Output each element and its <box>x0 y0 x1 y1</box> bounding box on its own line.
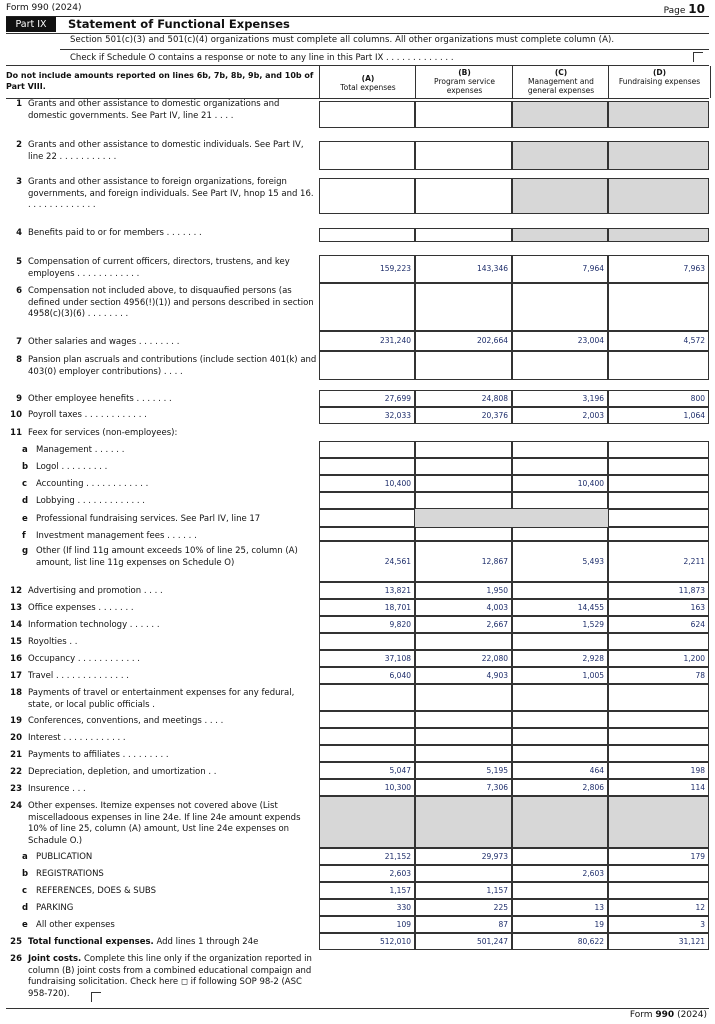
amount-cell-b[interactable] <box>415 178 512 214</box>
amount-cell-d[interactable]: 800 <box>608 390 709 407</box>
amount-cell-d[interactable] <box>608 728 709 745</box>
line-number: 25 <box>10 937 22 947</box>
line-description <box>28 355 318 378</box>
line-description-text: Other expenses. Itemize expenses not covered above (List miscelladoous expenses in line 24e. If line 24e amount expends 10% of line 25, column (A) amount, Ust line 24e expenses on Schadule O.) <box>28 801 301 846</box>
amount-cell-a[interactable] <box>319 796 415 848</box>
amount-cell-d[interactable]: 624 <box>608 616 709 633</box>
amount-cell-d[interactable] <box>608 178 709 214</box>
amount-cell-a[interactable]: 10,300 <box>319 779 415 796</box>
amount-cell-d[interactable] <box>608 527 709 541</box>
line-description-text: Poyroll taxes . . . . . . . . . . . . <box>28 410 147 420</box>
amount-cell-a[interactable] <box>319 711 415 728</box>
amount-cell-b[interactable] <box>415 441 512 458</box>
amount-cell-c[interactable] <box>512 101 608 128</box>
amount-cell-b[interactable]: 2,667 <box>415 616 512 633</box>
amount-cell-d[interactable] <box>608 745 709 762</box>
amount-cell-c[interactable] <box>512 492 608 509</box>
amount-cell-c[interactable]: 2,003 <box>512 407 608 424</box>
line-number: 1 <box>16 99 22 109</box>
amount-cell-d[interactable]: 78 <box>608 667 709 684</box>
line-description-text: Professional fundraising services. See Parl IV, line 17 <box>36 514 261 524</box>
line-number: 18 <box>10 688 22 698</box>
amount-cell-d[interactable] <box>608 633 709 650</box>
line-number: b <box>22 869 29 879</box>
amount-cell-a[interactable] <box>319 178 415 214</box>
column-header-d: (D) Fundraising expenses <box>608 66 711 98</box>
line-number: 24 <box>10 801 22 811</box>
amount-cell-d[interactable]: 114 <box>608 779 709 796</box>
amount-cell-d[interactable]: 179 <box>608 848 709 865</box>
line-description <box>28 394 318 406</box>
line-description-text: Grants and other assistance to foreign organizations, foreign governments, and foreign individuals. See Part IV, hnop 15 and 16. . . . . . . . . . . . . . <box>28 177 314 210</box>
line-description-text: PARKING <box>36 903 74 913</box>
line-description <box>36 869 318 881</box>
line-number: 5 <box>16 257 22 267</box>
line-number: 10 <box>10 410 22 420</box>
amount-cell-d[interactable] <box>608 101 709 128</box>
amount-cell-a[interactable]: 109 <box>319 916 415 933</box>
line-description-text: Benefits paid to or for members . . . . . . . <box>28 228 202 238</box>
amount-cell-b[interactable]: 4,003 <box>415 599 512 616</box>
line-number: d <box>22 903 29 913</box>
line-number: 23 <box>10 784 22 794</box>
column-header-b: (B) Program service expenses <box>415 66 513 98</box>
amount-cell-c[interactable] <box>512 848 608 865</box>
line-description-text: Occupancy . . . . . . . . . . . . <box>28 654 140 664</box>
amount-cell-d[interactable]: 1,064 <box>608 407 709 424</box>
amount-cell-a[interactable] <box>319 745 415 762</box>
amount-cell-c[interactable]: 14,455 <box>512 599 608 616</box>
line-description <box>28 801 318 847</box>
amount-cell-b[interactable] <box>415 141 512 170</box>
amount-cell-b[interactable]: 4,903 <box>415 667 512 684</box>
amount-cell-a[interactable] <box>319 101 415 128</box>
amount-cell-a[interactable] <box>319 228 415 242</box>
line-description-text: Grants and other assistance to domestic individuals. See Part IV, line 22 . . . . . . . . . . . <box>28 140 304 162</box>
amount-cell-a[interactable] <box>319 141 415 170</box>
amount-cell-a[interactable]: 32,033 <box>319 407 415 424</box>
line-number: 13 <box>10 603 22 613</box>
line-description <box>28 654 318 666</box>
amount-cell-b[interactable]: 5,195 <box>415 762 512 779</box>
amount-cell-c[interactable]: 464 <box>512 762 608 779</box>
line-number: g <box>22 546 29 556</box>
column-header-note: Do not include amounts reported on lines 6b, 7b, 8b, 9b, and 10b of Part VIII. <box>6 71 314 91</box>
schedule-o-checkbox[interactable] <box>693 52 703 62</box>
line-number: 14 <box>10 620 22 630</box>
line-number: 8 <box>16 355 22 365</box>
line-number: 22 <box>10 767 22 777</box>
amount-cell-c[interactable] <box>512 441 608 458</box>
line-description-text: Office expenses . . . . . . . <box>28 603 134 613</box>
amount-cell-a[interactable]: 21,152 <box>319 848 415 865</box>
line-description <box>28 257 318 280</box>
amount-cell-a[interactable]: 24,561 <box>319 541 415 582</box>
amount-cell-c[interactable] <box>512 745 608 762</box>
amount-cell-d[interactable]: 11,873 <box>608 582 709 599</box>
line-description-text: Advertising and promotion . . . . <box>28 586 163 596</box>
amount-cell-b[interactable]: 20,376 <box>415 407 512 424</box>
amount-cell-c[interactable]: 1,529 <box>512 616 608 633</box>
line-number: e <box>22 514 28 524</box>
amount-cell-c[interactable]: 2,603 <box>512 865 608 882</box>
amount-cell-b[interactable]: 501,247 <box>415 933 512 950</box>
line-number: a <box>22 445 28 455</box>
line-description-text: Conferences, conventions, and meetings . . . . <box>28 716 224 726</box>
line-number: 16 <box>10 654 22 664</box>
line-description <box>36 479 318 491</box>
line-description-text: Payments of travel or entertainment expenses for any fedural, state, or local public officials . <box>28 688 295 710</box>
amount-cell-c[interactable]: 2,928 <box>512 650 608 667</box>
line-description <box>28 733 318 745</box>
amount-cell-b[interactable] <box>415 509 512 527</box>
amount-cell-c[interactable] <box>512 458 608 475</box>
line-description <box>36 496 318 508</box>
amount-cell-a[interactable] <box>319 684 415 711</box>
line-number: b <box>22 462 29 472</box>
line-description-text: Compensation not included above, to disquaufied persons (as defined under section 4956(!)(1)) and persons described in section 4958(c)(3)(6) . . . . . . . . <box>28 286 314 319</box>
line-description-text: Logol . . . . . . . . . <box>36 462 108 472</box>
line-description <box>28 671 318 683</box>
form-label: Form 990 (2024) <box>6 3 82 13</box>
amount-cell-d[interactable] <box>608 283 709 331</box>
line-description-text: Royolties . . <box>28 637 78 647</box>
amount-cell-b[interactable] <box>415 711 512 728</box>
amount-cell-c[interactable]: 5,493 <box>512 541 608 582</box>
amount-cell-b[interactable]: 225 <box>415 899 512 916</box>
line-number: 4 <box>16 228 22 238</box>
amount-cell-d[interactable]: 3 <box>608 916 709 933</box>
line-description <box>28 637 318 649</box>
amount-cell-c[interactable]: 2,806 <box>512 779 608 796</box>
amount-cell-b[interactable]: 87 <box>415 916 512 933</box>
line-description <box>28 410 318 422</box>
amount-cell-b[interactable] <box>415 475 512 492</box>
amount-cell-d[interactable]: 1,200 <box>608 650 709 667</box>
line-description <box>36 531 318 543</box>
line-description <box>28 937 318 949</box>
amount-cell-b[interactable] <box>415 458 512 475</box>
amount-cell-d[interactable] <box>608 458 709 475</box>
line-description <box>28 620 318 632</box>
amount-cell-c[interactable]: 80,622 <box>512 933 608 950</box>
line-description <box>36 546 318 569</box>
line-description-text: Add lines 1 through 24e <box>156 937 259 947</box>
line-description-text: Payments to affiliates . . . . . . . . . <box>28 750 169 760</box>
amount-cell-a[interactable]: 13,821 <box>319 582 415 599</box>
amount-cell-b[interactable]: 29,973 <box>415 848 512 865</box>
line-number: 17 <box>10 671 22 681</box>
line-number: c <box>22 479 28 489</box>
amount-cell-b[interactable]: 1,157 <box>415 882 512 899</box>
column-header-a: (A) Total expenses <box>319 66 416 98</box>
amount-cell-a[interactable] <box>319 492 415 509</box>
amount-cell-c[interactable] <box>512 882 608 899</box>
amount-cell-d[interactable] <box>608 509 709 527</box>
line-number: 11 <box>10 428 22 438</box>
line-description-text: Information technology . . . . . . <box>28 620 160 630</box>
line-description <box>28 286 318 321</box>
amount-cell-a[interactable] <box>319 633 415 650</box>
line-description-text: Depreciation, depletion, and umortization . . <box>28 767 217 777</box>
line-description <box>28 954 318 1000</box>
amount-cell-d[interactable] <box>608 492 709 509</box>
line-description <box>28 603 318 615</box>
amount-cell-c[interactable] <box>512 178 608 214</box>
line-description <box>36 903 318 915</box>
line-description <box>36 514 318 526</box>
amount-cell-d[interactable] <box>608 351 709 380</box>
amount-cell-d[interactable]: 4,572 <box>608 331 709 351</box>
amount-cell-b[interactable] <box>415 101 512 128</box>
divider <box>60 49 709 50</box>
amount-cell-c[interactable] <box>512 351 608 380</box>
line-number: 21 <box>10 750 22 760</box>
amount-cell-d[interactable] <box>608 141 709 170</box>
amount-cell-c[interactable] <box>512 283 608 331</box>
amount-cell-b[interactable]: 1,950 <box>415 582 512 599</box>
line-description-text: Other salaries and wages . . . . . . . . <box>28 337 180 347</box>
line-description-text: Interest . . . . . . . . . . . . <box>28 733 126 743</box>
line-description-text: Investment management fees . . . . . . <box>36 531 197 541</box>
amount-cell-a[interactable]: 37,108 <box>319 650 415 667</box>
amount-cell-b[interactable]: 22,080 <box>415 650 512 667</box>
amount-cell-a[interactable]: 1,157 <box>319 882 415 899</box>
amount-cell-b[interactable] <box>415 728 512 745</box>
amount-cell-b[interactable] <box>415 283 512 331</box>
line-description <box>36 852 318 864</box>
amount-cell-b[interactable] <box>415 527 512 541</box>
amount-cell-d[interactable] <box>608 882 709 899</box>
part-heading <box>6 16 709 33</box>
amount-cell-a[interactable]: 330 <box>319 899 415 916</box>
amount-cell-d[interactable] <box>608 865 709 882</box>
amount-cell-d[interactable] <box>608 228 709 242</box>
line-description <box>28 337 318 349</box>
line-number: 9 <box>16 394 22 404</box>
amount-cell-d[interactable] <box>608 475 709 492</box>
schedule-o-check-line: Check if Schedule O contains a response or note to any line in this Part IX . . . . . . . . . . . . . <box>70 53 454 63</box>
amount-cell-c[interactable] <box>512 141 608 170</box>
line-description <box>28 228 318 240</box>
line-description <box>36 886 318 898</box>
amount-cell-c[interactable] <box>512 711 608 728</box>
line-description <box>28 428 318 440</box>
line-description <box>28 688 318 711</box>
amount-cell-c[interactable]: 19 <box>512 916 608 933</box>
sop-98-2-checkbox[interactable] <box>91 992 101 1002</box>
line-description-text: Other employee henefits . . . . . . . <box>28 394 172 404</box>
line-number: 19 <box>10 716 22 726</box>
amount-cell-d[interactable]: 2,211 <box>608 541 709 582</box>
line-description <box>28 716 318 728</box>
page-footer: Form 990 (2024) <box>629 1010 707 1020</box>
amount-cell-a[interactable]: 9,820 <box>319 616 415 633</box>
instruction-text: Section 501(c)(3) and 501(c)(4) organizations must complete all columns. All other organizations must complete column (A). <box>70 35 615 45</box>
line-number: d <box>22 496 29 506</box>
line-description-text: All other expenses <box>36 920 115 930</box>
line-description <box>36 920 318 932</box>
amount-cell-b[interactable]: 12,867 <box>415 541 512 582</box>
line-description <box>36 445 318 457</box>
amount-cell-d[interactable] <box>608 684 709 711</box>
line-description <box>28 767 318 779</box>
line-number: 6 <box>16 286 22 296</box>
amount-cell-a[interactable] <box>319 527 415 541</box>
amount-cell-c[interactable] <box>512 527 608 541</box>
line-number: 12 <box>10 586 22 596</box>
amount-cell-a[interactable] <box>319 441 415 458</box>
divider <box>6 33 709 34</box>
amount-cell-b[interactable] <box>415 684 512 711</box>
amount-cell-d[interactable] <box>608 796 709 848</box>
amount-cell-d[interactable]: 12 <box>608 899 709 916</box>
line-number: 3 <box>16 177 22 187</box>
amount-cell-c[interactable] <box>512 633 608 650</box>
line-number: 7 <box>16 337 22 347</box>
line-number: f <box>22 531 26 541</box>
amount-cell-b[interactable]: 143,346 <box>415 255 512 283</box>
amount-cell-c[interactable] <box>512 228 608 242</box>
amount-cell-a[interactable]: 512,010 <box>319 933 415 950</box>
amount-cell-b[interactable]: 24,808 <box>415 390 512 407</box>
amount-cell-b[interactable] <box>415 228 512 242</box>
amount-cell-b[interactable] <box>415 492 512 509</box>
line-description-text: PUBLICATION <box>36 852 93 862</box>
amount-cell-c[interactable]: 1,005 <box>512 667 608 684</box>
line-description <box>28 750 318 762</box>
amount-cell-d[interactable]: 163 <box>608 599 709 616</box>
part-title: Statement of Functional Expenses <box>68 17 290 31</box>
line-description <box>28 177 318 212</box>
line-number: 15 <box>10 637 22 647</box>
line-description <box>36 462 318 474</box>
line-description-bold: Total functional expenses. <box>28 937 154 947</box>
amount-cell-a[interactable]: 5,047 <box>319 762 415 779</box>
line-description <box>28 140 318 163</box>
line-description-text: Insurence . . . <box>28 784 86 794</box>
line-description-text: Complete this line only if the organization reported in column (B) joint costs from a combined educational compaign and fundraising solicitation. Check here ◻ if following SOP 98-2 (ASC 958-720). <box>28 954 312 999</box>
line-description-text: Feex for services (non-employees): <box>28 428 178 438</box>
line-description-text: REGISTRATIONS <box>36 869 104 879</box>
amount-cell-c[interactable] <box>512 728 608 745</box>
amount-cell-a[interactable] <box>319 728 415 745</box>
amount-cell-b[interactable] <box>415 633 512 650</box>
amount-cell-a[interactable]: 2,603 <box>319 865 415 882</box>
line-description-bold: Joint costs. <box>28 954 82 964</box>
part-label: Part IX <box>6 17 56 32</box>
amount-cell-d[interactable]: 31,121 <box>608 933 709 950</box>
amount-cell-c[interactable]: 23,004 <box>512 331 608 351</box>
amount-cell-c[interactable]: 7,964 <box>512 255 608 283</box>
amount-cell-a[interactable]: 10,400 <box>319 475 415 492</box>
line-number: a <box>22 852 28 862</box>
amount-cell-c[interactable]: 3,196 <box>512 390 608 407</box>
line-description-text: Grants and other assistance to domestic organizations and domestic governments. See Part IV, line 21 . . . . <box>28 99 280 121</box>
amount-cell-d[interactable]: 7,963 <box>608 255 709 283</box>
amount-cell-a[interactable]: 6,040 <box>319 667 415 684</box>
line-description-text: REFERENCES, DOES & SUBS <box>36 886 157 896</box>
line-number: e <box>22 920 28 930</box>
page-number-label: Page 10 <box>663 2 705 16</box>
amount-cell-d[interactable] <box>608 441 709 458</box>
amount-cell-c[interactable] <box>512 684 608 711</box>
amount-cell-d[interactable] <box>608 711 709 728</box>
page-header <box>6 2 709 17</box>
amount-cell-a[interactable]: 159,223 <box>319 255 415 283</box>
line-description-text: Accounting . . . . . . . . . . . . <box>36 479 149 489</box>
divider <box>6 1008 709 1009</box>
column-header-c: (C) Management and general expenses <box>512 66 609 98</box>
line-description <box>28 784 318 796</box>
amount-cell-d[interactable]: 198 <box>608 762 709 779</box>
line-number: 2 <box>16 140 22 150</box>
amount-cell-a[interactable] <box>319 283 415 331</box>
amount-cell-c[interactable] <box>512 509 608 527</box>
line-description-text: Compensation of current officers, directors, trustens, and key employens . . . . . . . . . . . . <box>28 257 290 279</box>
amount-cell-a[interactable] <box>319 509 415 527</box>
amount-cell-c[interactable] <box>512 582 608 599</box>
amount-cell-a[interactable]: 27,699 <box>319 390 415 407</box>
line-description <box>28 586 318 598</box>
amount-cell-b[interactable] <box>415 351 512 380</box>
amount-cell-b[interactable] <box>415 745 512 762</box>
amount-cell-b[interactable] <box>415 865 512 882</box>
line-description-text: Travel . . . . . . . . . . . . . . <box>28 671 129 681</box>
amount-cell-a[interactable] <box>319 458 415 475</box>
amount-cell-b[interactable]: 202,664 <box>415 331 512 351</box>
amount-cell-c[interactable]: 10,400 <box>512 475 608 492</box>
line-number: 20 <box>10 733 22 743</box>
amount-cell-a[interactable]: 231,240 <box>319 331 415 351</box>
line-description <box>28 99 318 122</box>
line-description-text: Management . . . . . . <box>36 445 125 455</box>
amount-cell-a[interactable]: 18,701 <box>319 599 415 616</box>
line-description-text: Pansion plan ascruals and contributions (include section 401(k) and 403(0) employer contributions) . . . . <box>28 355 317 377</box>
line-number: 26 <box>10 954 22 964</box>
line-number: c <box>22 886 28 896</box>
amount-cell-b[interactable] <box>415 796 512 848</box>
line-description-text: Other (If lind 11g amount exceeds 10% of line 25, column (A) amount, list line 11g expenses on Schedule O) <box>36 546 298 568</box>
amount-cell-c[interactable]: 13 <box>512 899 608 916</box>
amount-cell-b[interactable]: 7,306 <box>415 779 512 796</box>
amount-cell-c[interactable] <box>512 796 608 848</box>
amount-cell-a[interactable] <box>319 351 415 380</box>
line-description-text: Lobbying . . . . . . . . . . . . . <box>36 496 146 506</box>
